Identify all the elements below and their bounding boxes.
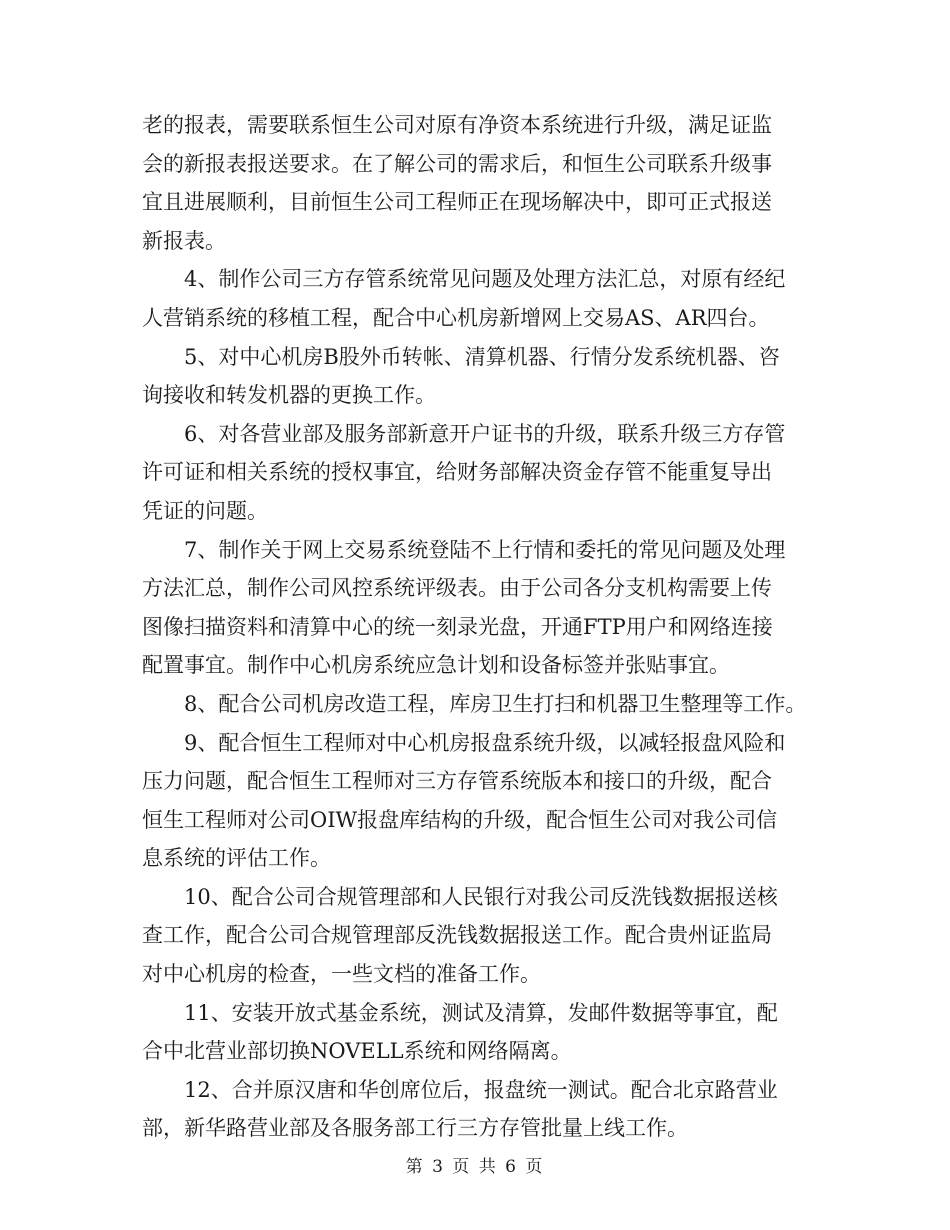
text-line: 图像扫描资料和清算中心的统一刻录光盘，开通FTP用户和网络连接 xyxy=(142,614,773,639)
text-line: 老的报表，需要联系恒生公司对原有净资本系统进行升级，满足证监 xyxy=(142,113,772,137)
text-line: 息系统的评估工作。 xyxy=(142,846,331,871)
text-line: 合中北营业部切换NOVELL系统和网络隔离。 xyxy=(142,1039,572,1064)
text-line: 7、制作关于网上交易系统登陆不上行情和委托的常见问题及处理 xyxy=(184,537,786,562)
text-line: 11、安装开放式基金系统，测试及清算，发邮件数据等事宜，配 xyxy=(184,1000,778,1025)
text-line: 许可证和相关系统的授权事宜，给财务部解决资金存管不能重复导出 xyxy=(142,460,772,485)
text-line: 10、配合公司合规管理部和人民银行对我公司反洗钱数据报送核 xyxy=(184,884,778,909)
text-line: 查工作，配合公司合规管理部反洗钱数据报送工作。配合贵州证监局 xyxy=(142,923,772,948)
text-line: 5、对中心机房B股外币转帐、清算机器、行情分发系统机器、咨 xyxy=(184,344,780,369)
page-footer: 第 3 页 共 6 页 xyxy=(405,1157,545,1177)
text-line: 9、配合恒生工程师对中心机房报盘系统升级，以减轻报盘风险和 xyxy=(184,730,786,755)
text-line: 配置事宜。制作中心机房系统应急计划和设备标签并张贴事宜。 xyxy=(142,653,730,678)
text-line: 8、配合公司机房改造工程，库房卫生打扫和机器卫生整理等工作。 xyxy=(184,691,807,716)
text-line: 宜且进展顺利，目前恒生公司工程师正在现场解决中，即可正式报送 xyxy=(142,190,772,215)
text-line: 4、制作公司三方存管系统常见问题及处理方法汇总，对原有经纪 xyxy=(184,267,786,292)
text-line: 压力问题，配合恒生工程师对三方存管系统版本和接口的升级，配合 xyxy=(142,769,772,794)
text-line: 12、合并原汉唐和华创席位后，报盘统一测试。配合北京路营业 xyxy=(184,1077,778,1102)
text-line: 询接收和转发机器的更换工作。 xyxy=(142,383,436,408)
text-line: 人营销系统的移植工程，配合中心机房新增网上交易AS、AR四台。 xyxy=(142,305,770,330)
text-line: 会的新报表报送要求。在了解公司的需求后，和恒生公司联系升级事 xyxy=(142,151,772,176)
document-body xyxy=(142,106,822,1148)
text-line: 方法汇总，制作公司风控系统评级表。由于公司各分支机构需要上传 xyxy=(142,576,772,601)
text-line: 恒生工程师对公司OIW报盘库结构的升级，配合恒生公司对我公司信 xyxy=(142,807,778,832)
text-line: 对中心机房的检查，一些文档的准备工作。 xyxy=(142,962,541,987)
text-line: 凭证的问题。 xyxy=(142,498,268,523)
text-line: 新报表。 xyxy=(142,228,226,253)
text-line: 6、对各营业部及服务部新意开户证书的升级，联系升级三方存管 xyxy=(184,421,786,446)
text-line: 部，新华路营业部及各服务部工行三方存管批量上线工作。 xyxy=(142,1116,688,1141)
